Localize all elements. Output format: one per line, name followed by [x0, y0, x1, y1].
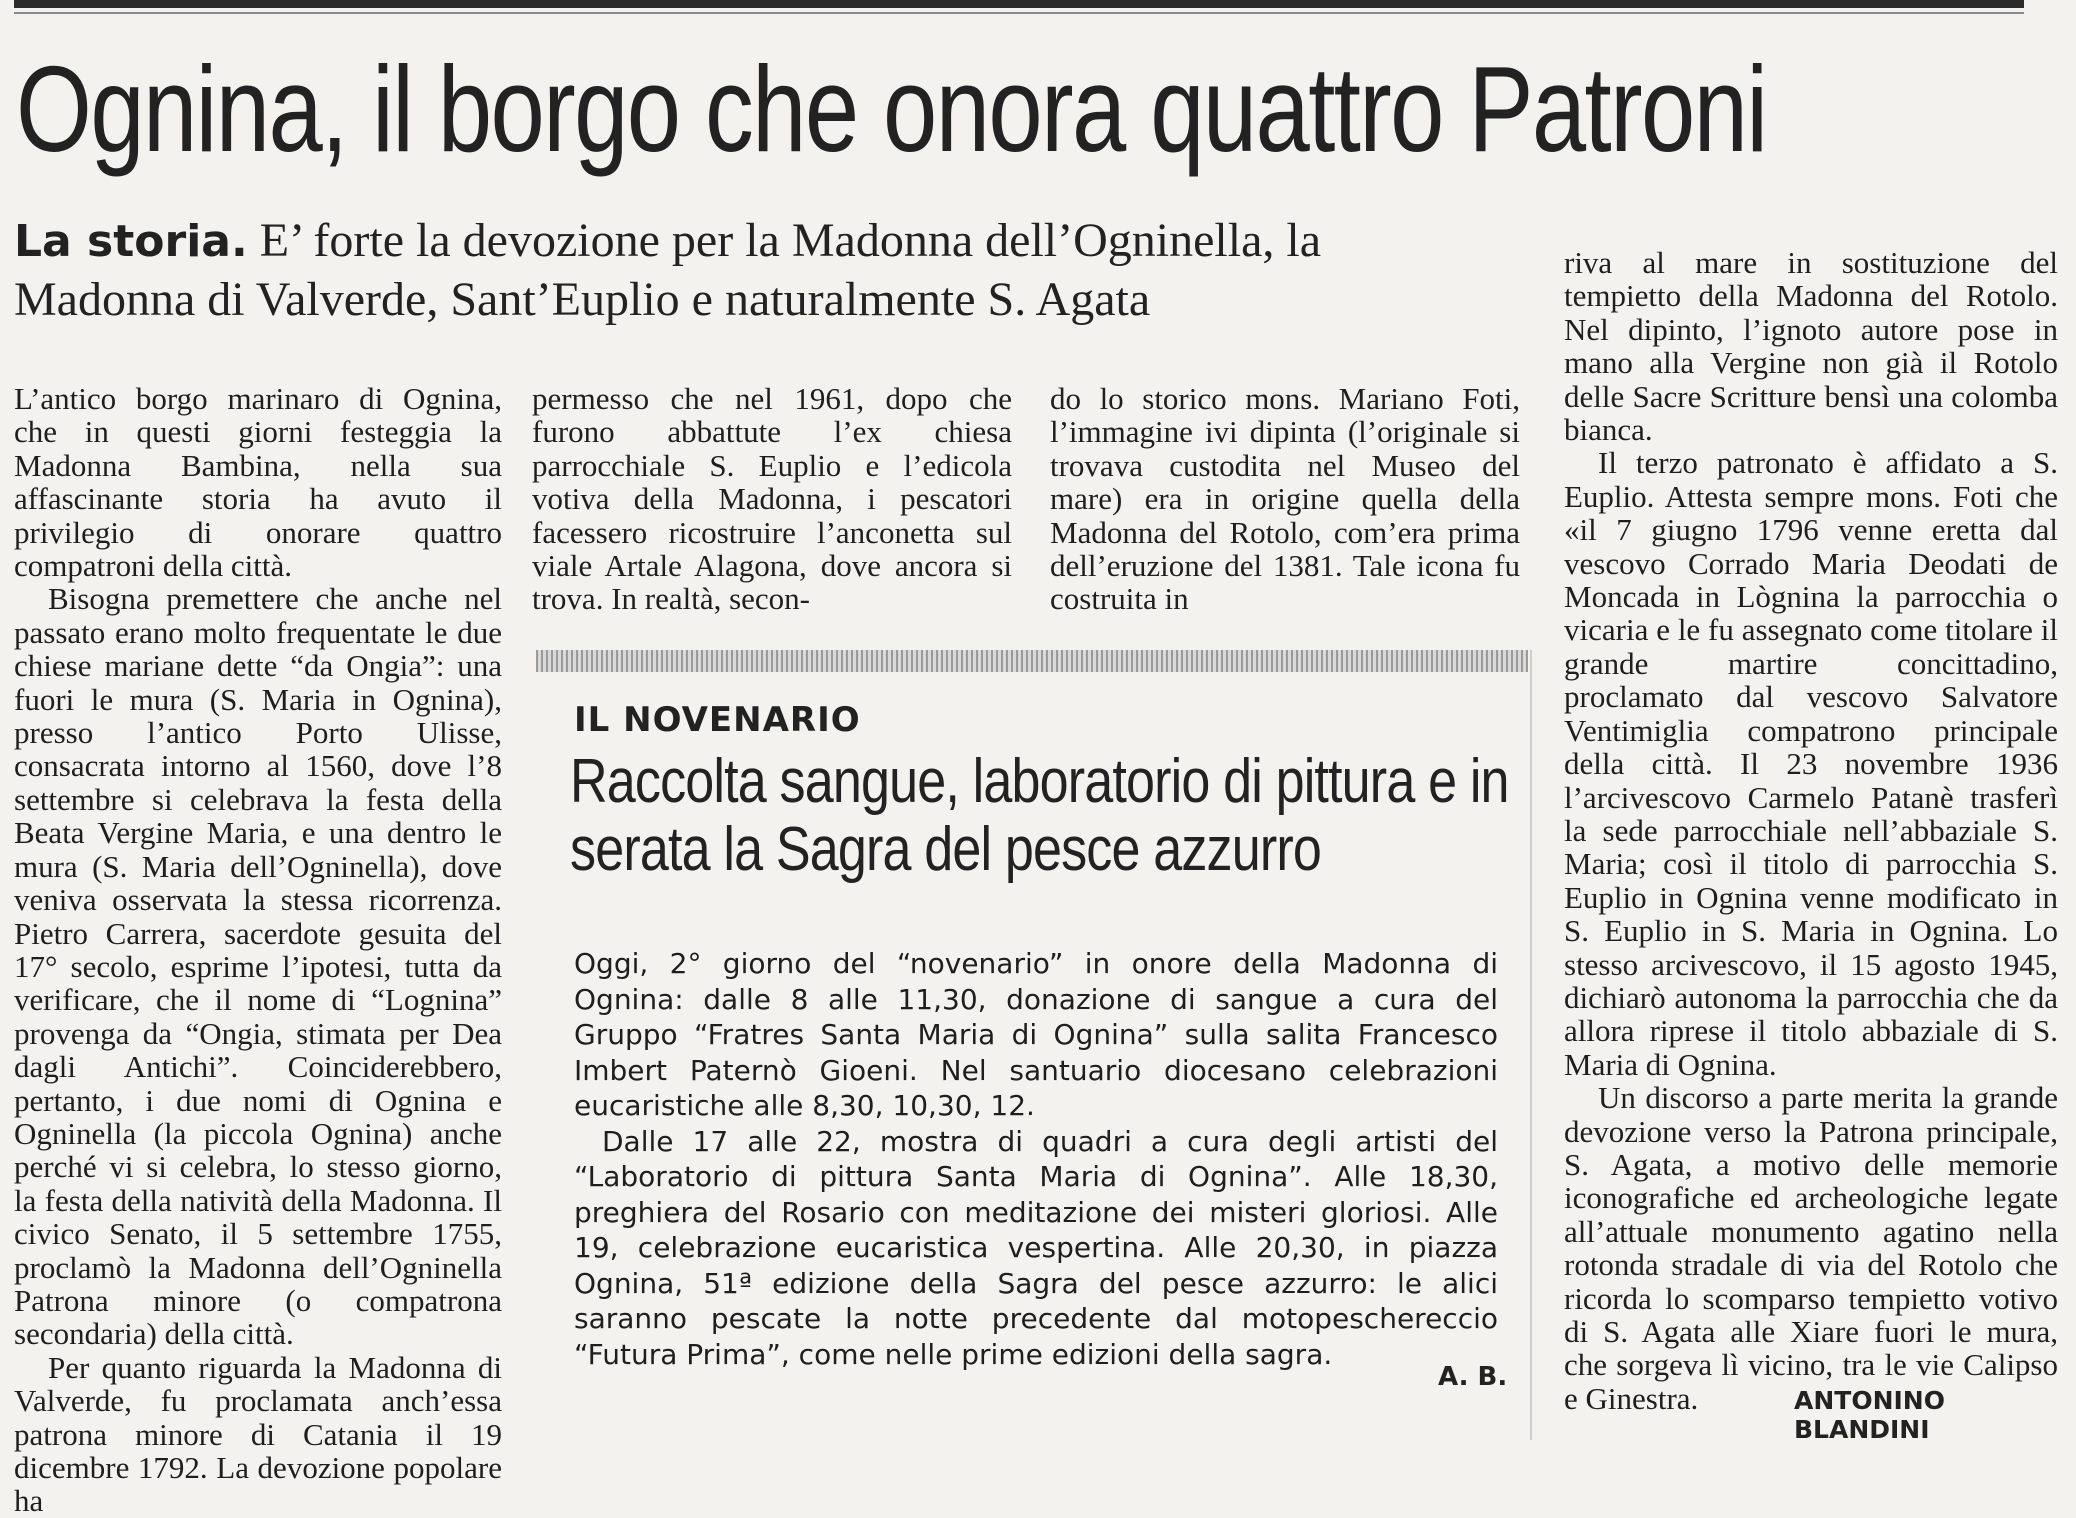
sidebar-divider — [1530, 650, 1532, 1440]
paragraph: Un discorso a parte merita la grande devozione verso la Patrona principale, S. Agata, a motivo delle memorie iconografiche ed archeologiche legate all’attuale monumento agatino nella rotonda stradale di via del Rotolo che ricorda lo scomparso tempietto votivo di S. Agata alle Xiare fuori le mura, che sorgeva lì vicino, tra le vie Calipso e Ginestra. — [1564, 1080, 2058, 1416]
sidebar-signature: A. B. — [1438, 1362, 1508, 1392]
sidebar-kicker: IL NOVENARIO — [574, 700, 861, 740]
paragraph: L’antico borgo marinaro di Ognina, che in questi giorni festeggia la Madonna Bambina, nella sua affascinante storia ha avuto il privilegio di onorare quattro compatroni della città. — [14, 381, 502, 584]
top-rule — [14, 0, 2024, 8]
paragraph: Il terzo patronato è affidato a S. Euplio. Attesta sempre mons. Foti che «il 7 giugno 1796 venne eretta dal vescovo Corrado Maria Deodati de Moncada in Lògnina la parrocchia o vicaria e le fu assegnato come titolare il grande martire concittadino, proclamato dal vescovo Salvatore Ventimiglia compatrono principale della città. Il 23 novembre 1936 l’arcivescovo Carmelo Patanè trasferì la sede parrocchiale nell’abbaziale S. Maria; così il titolo di parrocchia S. Euplio in Ognina venne modificato in S. Euplio in S. Maria in Ognina. Lo stesso arcivescovo, il 15 agosto 1945, dichiarò autonoma la parrocchia che da allora riprese il titolo abbaziale di S. Maria di Ognina. — [1564, 445, 2058, 1082]
paragraph: Oggi, 2° giorno del “novenario” in onore della Madonna di Ognina: dalle 8 alle 11,30, donazione di sangue a cura del Gruppo “Fratres Santa Maria di Ognina” sulla salita Francesco Imbert Paternò Gioeni. Nel santuario diocesano celebrazioni eucaristiche alle 8,30, 10,30, 12. — [574, 947, 1498, 1122]
paragraph: Bisogna premettere che anche nel passato erano molto frequentate le due chiese mariane dette “da Ongia”: una fuori le mura (S. Maria in Ognina), presso l’antico Porto Ulisse, consacrata intorno al 1560, dove l’8 settembre si celebrava la festa della Beata Vergine Maria, e una dentro le mura (S. Maria dell’Ogninella), dove veniva osservata la stessa ricorrenza. Pietro Carrera, sacerdote gesuita del 17° secolo, esprime l’ipotesi, tutta da verificare, che il nome di “Lognina” provenga da “Ongia, stimata per Dea dagli Antichi”. Coinciderebbero, pertanto, i due nomi di Ognina e Ogninella (la piccola Ognina) anche perché vi si celebra, lo stesso giorno, la festa della natività della Madonna. Il civico Senato, il 5 settembre 1755, proclamò la Madonna dell’Ogninella Patrona minore (o compatrona secondaria) della città. — [14, 581, 502, 1352]
paragraph: Per quanto riguarda la Madonna di Valverde, fu proclamata anch’essa patrona minore di Catania il 19 dicembre 1792. La devozione popolare ha — [14, 1349, 502, 1518]
article-column-4 — [1564, 246, 2058, 1415]
subhead-text: E’ forte la devozione per la Madonna dell’Ogninella, la Madonna di Valverde, Sant’Euplio e naturalmente S. Agata — [14, 214, 1322, 326]
paragraph: riva al mare in sostituzione del tempietto della Madonna del Rotolo. Nel dipinto, l’ignoto autore pose in mano alla Vergine non già il Rotolo delle Sacre Scritture bensì una colomba bianca. — [1564, 245, 2058, 448]
article-column-3 — [1050, 382, 1520, 616]
sidebar-body — [574, 946, 1498, 1372]
headline: Ognina, il borgo che onora quattro Patroni — [16, 41, 1767, 177]
paragraph: permesso che nel 1961, dopo che furono abbattute l’ex chiesa parrocchiale S. Euplio e l’edicola votiva della Madonna, i pescatori facessero ricostruire l’anconetta sul viale Artale Alagona, dove ancora si trova. In realtà, secon- — [532, 381, 1012, 617]
subhead-kicker: La storia. — [14, 216, 248, 267]
paragraph: do lo storico mons. Mariano Foti, l’immagine ivi dipinta (l’originale si trovava custodita nel Museo del mare) era in origine quella della Madonna del Rotolo, com’era prima dell’eruzione del 1381. Tale icona fu costruita in — [1050, 381, 1520, 617]
paragraph: Dalle 17 alle 22, mostra di quadri a cura degli artisti del “Laboratorio di pittura Santa Maria di Ognina”. Alle 18,30, preghiera del Rosario con meditazione dei misteri gloriosi. Alle 19, celebrazione eucaristica vespertina. Alle 20,30, in piazza Ognina, 51ª edizione della Sagra del pesce azzurro: le alici saranno pescate la notte precedente dal motopeschereccio “Futura Prima”, come nelle prime edizioni della sagra. — [574, 1124, 1498, 1371]
sidebar-title: Raccolta sangue, laboratorio di pittura e in serata la Sagra del pesce azzurro — [570, 747, 1509, 884]
top-rule-thin — [14, 12, 2024, 14]
article-column-1 — [14, 382, 502, 1518]
byline: ANTONINO BLANDINI — [1794, 1386, 1945, 1444]
article-column-2 — [532, 382, 1012, 616]
sidebar-box-rule — [536, 650, 1528, 672]
subheadline — [14, 212, 1434, 329]
